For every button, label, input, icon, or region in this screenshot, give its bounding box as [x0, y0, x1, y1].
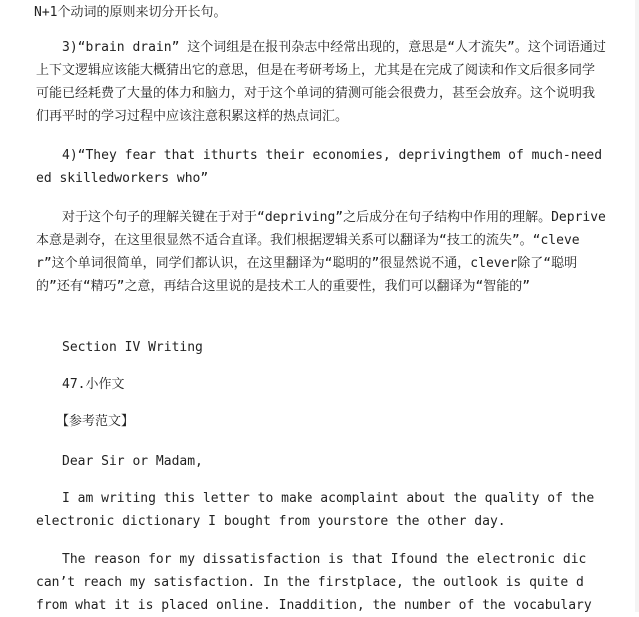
question-title: 47.小作文 [62, 377, 125, 392]
reference-title: 【参考范文】 [56, 414, 135, 429]
section-title: Section IV Writing [62, 340, 203, 355]
salutation-text: Dear Sir or Madam, [62, 454, 203, 469]
paragraph-text: I am writing this letter to make acomplaint about the quality of the electronic dictionary I bought from yourstore the other day. [36, 491, 595, 529]
reference-heading [36, 410, 606, 433]
letter-paragraph-2-line-1 [62, 548, 587, 571]
letter-paragraph-2-line-2 [36, 571, 584, 594]
letter-salutation [36, 450, 606, 473]
question-heading [36, 373, 606, 396]
paragraph-5 [36, 206, 606, 298]
paragraph-4 [36, 144, 606, 190]
paragraph-3 [36, 36, 606, 128]
paragraph-text: The reason for my dissatisfaction is that Ifound the electronic dic [62, 552, 587, 567]
scrollbar[interactable] [635, 0, 639, 612]
section-heading [36, 336, 606, 359]
paragraph-text: 对于这个句子的理解关键在于对于“depriving”之后成分在句子结构中作用的理解。Deprive本意是剥夺，在这里很显然不适合直译。我们根据逻辑关系可以翻译为“技工的流失”。“clever”这个单词很简单，同学们都认识，在这里翻译为“聪明的”很显然说不通，clever除了“聪明的”还有“精巧”之意，再结合这里说的是技术工人的重要性，我们可以翻译为“智能的” [36, 210, 606, 294]
paragraph-text: N+1个动词的原则来切分开长句。 [34, 5, 227, 20]
letter-paragraph-1 [36, 487, 606, 533]
letter-paragraph-2-line-3 [36, 594, 592, 617]
paragraph-text: 3)“brain drain” 这个词组是在报刊杂志中经常出现的，意思是“人才流失”。这个词语通过上下文逻辑应该能大概猜出它的意思，但是在考研考场上，尤其是在完成了阅读和作文后很多同学可能已经耗费了大量的体力和脑力，对于这个单词的猜测可能会很费力，甚至会放弃。这个说明我们再平时的学习过程中应该注意积累这样的热点词汇。 [36, 40, 606, 124]
paragraph-text: can’t reach my satisfaction. In the firstplace, the outlook is quite d [36, 575, 584, 590]
paragraph-text: 4)“They fear that ithurts their economies, deprivingthem of much-needed skilledworkers who” [36, 148, 603, 186]
paragraph-text: from what it is placed online. Inaddition, the number of the vocabulary [36, 598, 592, 613]
paragraph-continuation [36, 1, 606, 24]
